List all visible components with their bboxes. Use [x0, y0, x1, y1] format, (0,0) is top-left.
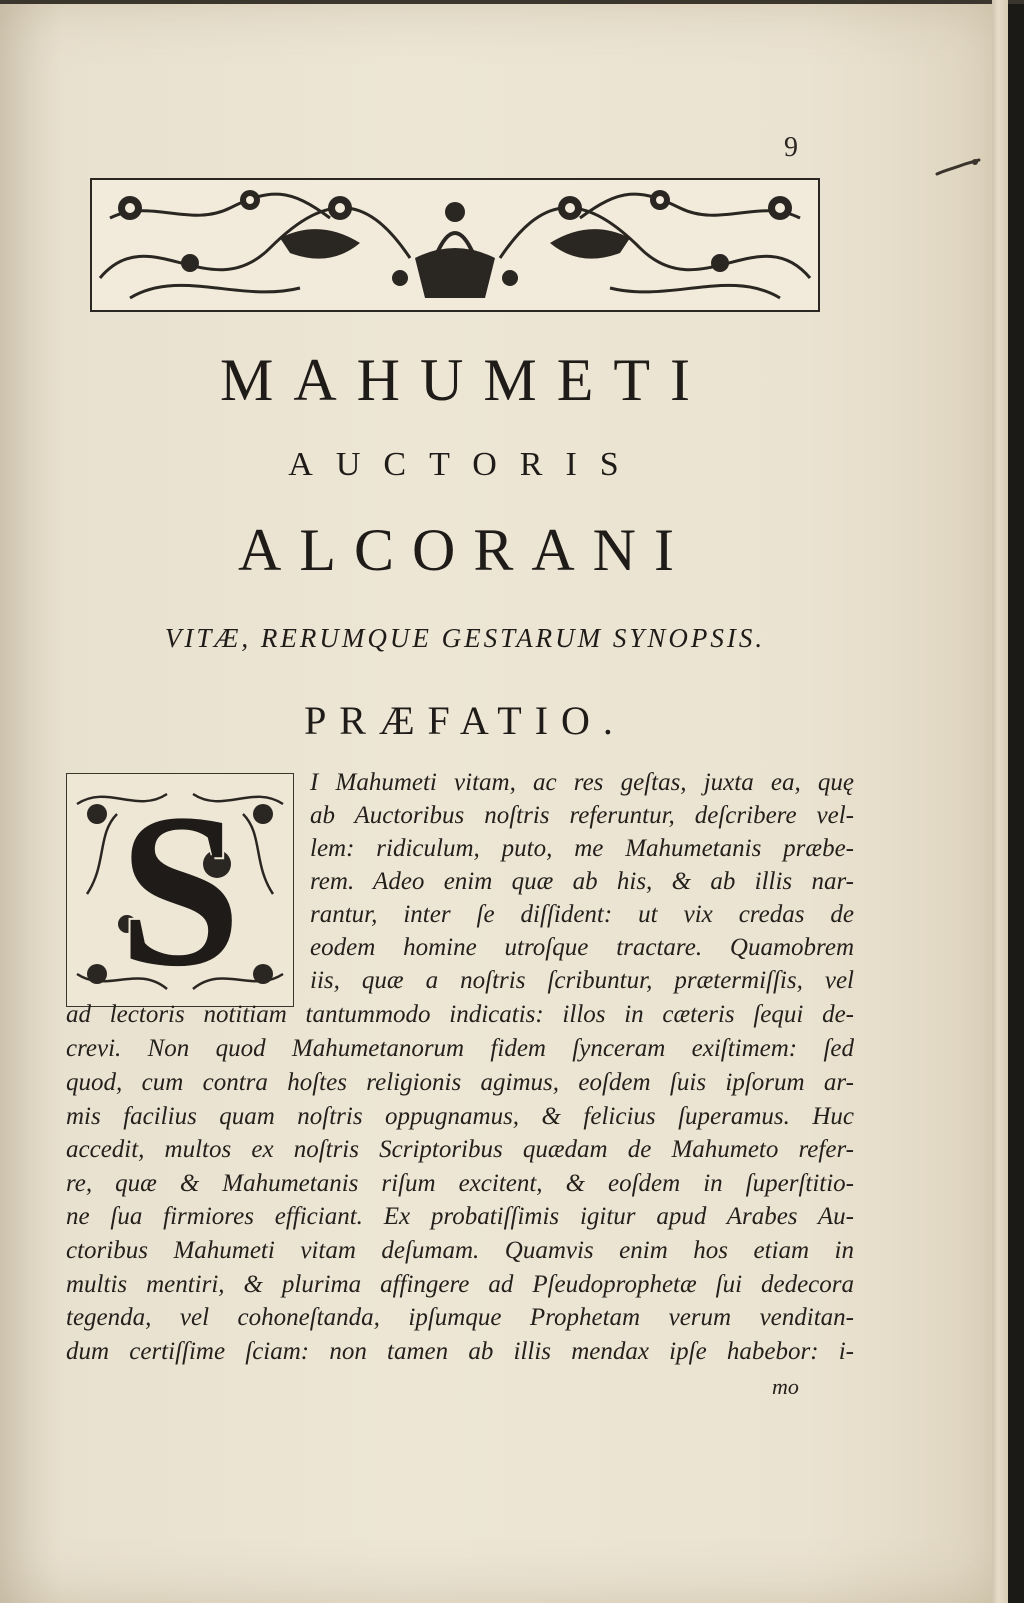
body-line: multis mentiri, & plurima affingere ad Pſeudoprophetæ ſui dedecora [66, 1271, 854, 1298]
body-line: mis facilius quam noſtris oppugnamus, & felicius ſuperamus. Huc [66, 1103, 854, 1130]
body-line: ne ſua firmiores efficiant. Ex probatiſſimis igitur apud Arabes Au- [66, 1203, 854, 1230]
body-line: dum certiſſime ſciam: non tamen ab illis mendax ipſe habebor: i- [66, 1338, 854, 1365]
body-line: quod, cum contra hoſtes religionis agimus, eoſdem ſuis ipſorum ar- [66, 1069, 854, 1096]
body-line: tegenda, vel cohoneſtanda, ipſumque Prophetam verum venditan- [66, 1304, 854, 1331]
subtitle: VITÆ, RERUMQUE GESTARUM SYNOPSIS. [164, 623, 766, 653]
body-line: eodem homine utroſque tractare. Quamobrem [310, 934, 854, 961]
body-line: ctoribus Mahumeti vitam deſumam. Quamvis enim hos etiam in [66, 1237, 854, 1264]
body-line: ab Auctoribus noſtris referuntur, deſcribere vel- [310, 802, 854, 829]
page-right-edge [992, 0, 1008, 1603]
body-line: rem. Adeo enim quæ ab his, & ab illis nar- [310, 868, 854, 895]
body-line: re, quæ & Mahumetanis riſum excitent, & eoſdem in ſuperſtitio- [66, 1170, 854, 1197]
title-line-1: MAHUMETI [220, 347, 710, 413]
title-line-3: ALCORANI [238, 517, 692, 583]
ink-blot-mark [935, 158, 983, 178]
body-line: lem: ridiculum, puto, me Mahumetanis præbe- [310, 835, 854, 862]
decorated-initial [66, 768, 294, 1012]
title-line-2: AUCTORIS [288, 446, 642, 483]
page-top-edge [0, 0, 1024, 4]
body-line: rantur, inter ſe diſſident: ut vix credas de [310, 901, 854, 928]
body-line: I Mahumeti vitam, ac res geſtas, juxta ea, quę [310, 769, 854, 796]
body-line: iis, quæ a noſtris ſcribuntur, prætermiſſis, vel [310, 967, 854, 994]
body-line: crevi. Non quod Mahumetanorum fidem ſynceram exiſtimem: ſed [66, 1035, 854, 1062]
body-line: accedit, multos ex noſtris Scriptoribus quædam de Mahumeto refer- [66, 1136, 854, 1163]
body-line: ad lectoris notitiam tantummodo indicatis: illos in cæteris ſequi de- [66, 1001, 854, 1028]
initial-letter: S [118, 768, 242, 1012]
page-number: 9 [784, 132, 798, 163]
catchword: mo [772, 1374, 799, 1399]
preface-heading: PRÆFATIO. [304, 698, 626, 743]
ornamental-headpiece [90, 178, 820, 312]
